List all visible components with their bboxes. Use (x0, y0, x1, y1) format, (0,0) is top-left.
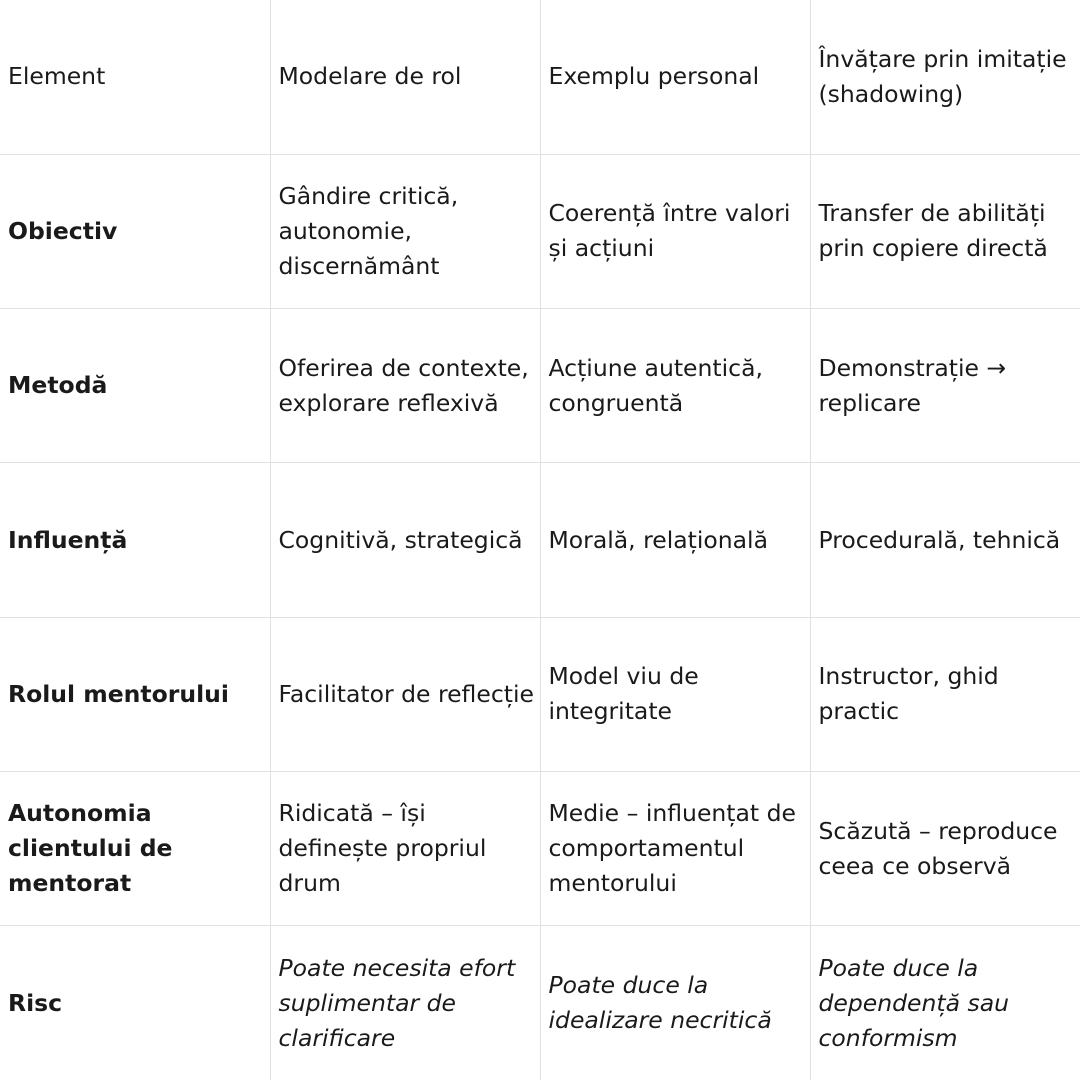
cell-modelare: Cognitivă, strategică (270, 463, 540, 617)
cell-modelare: Gândire critică, autonomie, discernământ (270, 154, 540, 308)
cell-imitatie: Poate duce la dependență sau conformism (810, 926, 1080, 1080)
row-label: Risc (0, 926, 270, 1080)
header-modelare: Modelare de rol (270, 0, 540, 154)
cell-modelare: Poate necesita efort suplimentar de clarificare (270, 926, 540, 1080)
cell-modelare: Oferirea de contexte, explorare reflexivă (270, 309, 540, 463)
header-imitatie: Învățare prin imitație (shadowing) (810, 0, 1080, 154)
cell-exemplu: Coerență între valori și acțiuni (540, 154, 810, 308)
row-label: Influență (0, 463, 270, 617)
table-row (0, 463, 1080, 617)
table-row (0, 154, 1080, 308)
cell-imitatie: Transfer de abilități prin copiere directă (810, 154, 1080, 308)
cell-exemplu: Medie – influențat de comportamentul mentorului (540, 771, 810, 925)
table-row (0, 309, 1080, 463)
cell-imitatie: Demonstrație → replicare (810, 309, 1080, 463)
row-label: Autonomia clientului de mentorat (0, 771, 270, 925)
header-row (0, 0, 1080, 154)
table-row (0, 771, 1080, 925)
row-label: Rolul mentorului (0, 617, 270, 771)
row-label: Metodă (0, 309, 270, 463)
cell-imitatie: Scăzută – reproduce ceea ce observă (810, 771, 1080, 925)
cell-imitatie: Procedurală, tehnică (810, 463, 1080, 617)
cell-modelare: Facilitator de reflecție (270, 617, 540, 771)
cell-exemplu: Morală, relațională (540, 463, 810, 617)
cell-imitatie: Instructor, ghid practic (810, 617, 1080, 771)
cell-exemplu: Model viu de integritate (540, 617, 810, 771)
cell-exemplu: Acțiune autentică, congruentă (540, 309, 810, 463)
table-row (0, 617, 1080, 771)
table-row (0, 926, 1080, 1080)
cell-modelare: Ridicată – își definește propriul drum (270, 771, 540, 925)
cell-exemplu: Poate duce la idealizare necritică (540, 926, 810, 1080)
header-element: Element (0, 0, 270, 154)
row-label: Obiectiv (0, 154, 270, 308)
header-exemplu: Exemplu personal (540, 0, 810, 154)
